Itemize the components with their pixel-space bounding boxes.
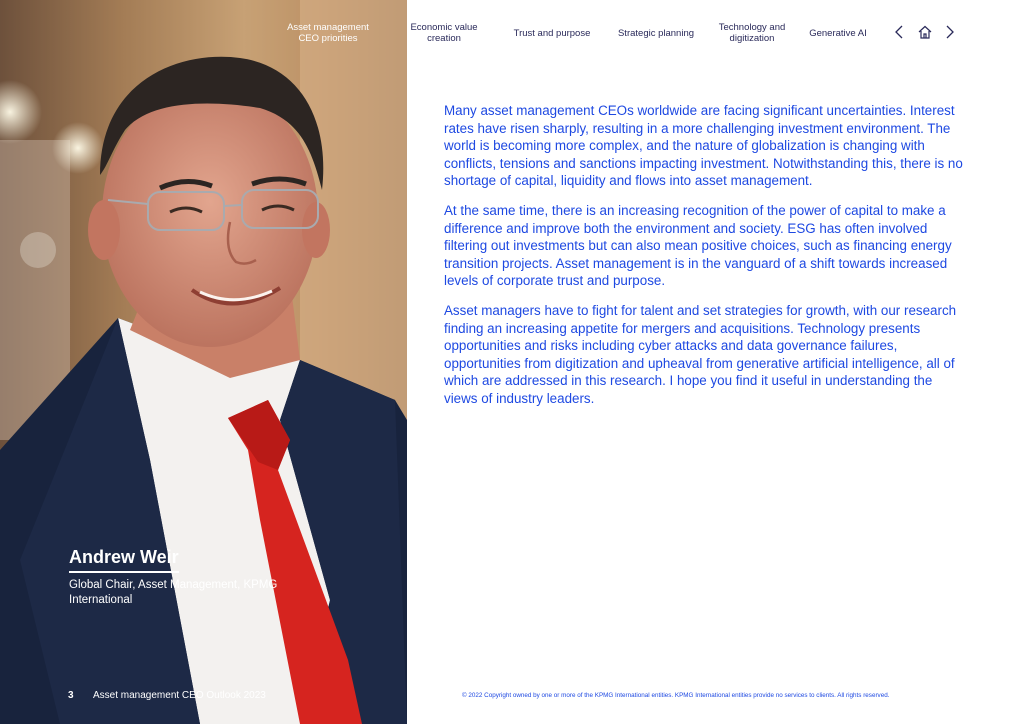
person-title: Global Chair, Asset Management, KPMG International xyxy=(69,579,278,606)
main-content xyxy=(444,102,964,420)
nav-tab-trust-and-purpose[interactable]: Trust and purpose xyxy=(513,27,591,39)
home-icon[interactable] xyxy=(915,22,935,42)
page-number: 3 xyxy=(68,690,74,701)
nav-tab-generative-ai[interactable]: Generative AI xyxy=(809,27,867,39)
nav-tab-technology-and-digitization[interactable]: Technology and digitization xyxy=(718,22,786,44)
nav-tab-economic-value-creation[interactable]: Economic value creation xyxy=(410,22,478,44)
body-paragraph: At the same time, there is an increasing recognition of the power of capital to make a difference and improve both the environment and society. ESG has often involved filtering out investments but can also mean positive choices, such as financing energy transition projects. Asset management is in the vanguard of a shift towards increased levels of corporate trust and purpose. xyxy=(444,202,952,289)
chevron-left-icon[interactable] xyxy=(889,22,909,42)
copyright-notice: © 2022 Copyright owned by one or more of the KPMG International entities. KPMG International entities provide no services to clients. All rights reserved. xyxy=(462,692,890,699)
person-name: Andrew Weir xyxy=(69,547,179,573)
portrait-illustration xyxy=(0,0,407,724)
publication-title: Asset management CEO Outlook 2023 xyxy=(93,690,266,701)
portrait-photo xyxy=(0,0,407,724)
body-paragraph: Asset managers have to fight for talent and set strategies for growth, with our research finding an increasing appetite for mergers and acquisitions. Technology presents opportunities and risks including cyber attacks and data governance failures, opportunities from digitization and upheaval from generative artificial intelligence, all of which are addressed in this research. I hope you find it useful in understanding the views of industry leaders. xyxy=(444,302,957,406)
chevron-right-icon[interactable] xyxy=(940,22,960,42)
nav-tab-strategic-planning[interactable]: Strategic planning xyxy=(617,27,695,39)
body-paragraph: Many asset management CEOs worldwide are facing significant uncertainties. Interest rates have risen sharply, resulting in a more challenging investment environment. The world is becoming more complex, and the nature of globalization is changing with conflicts, tensions and sanctions impacting investment. Notwithstanding this, there is no shortage of capital, liquidity and flows into asset management. xyxy=(444,103,963,189)
nav-tab-ceo-priorities[interactable]: Asset management CEO priorities xyxy=(287,22,369,44)
